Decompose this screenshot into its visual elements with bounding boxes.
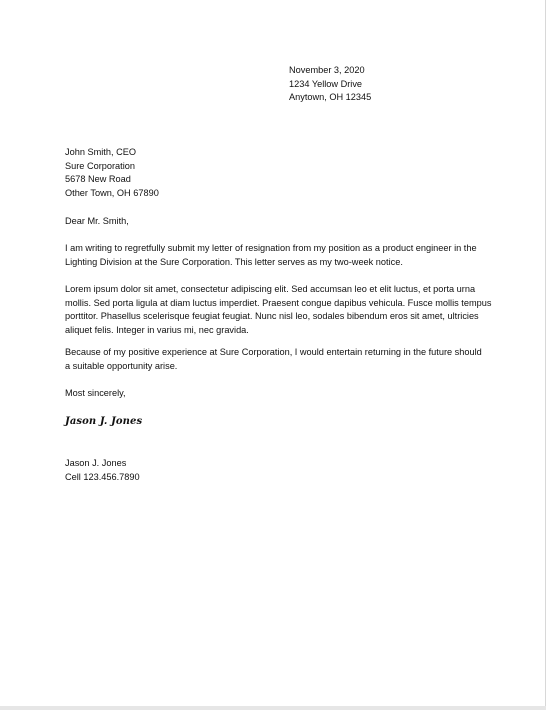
body-paragraph-2 — [65, 283, 492, 337]
sender-street: 1234 Yellow Drive — [289, 78, 363, 89]
body-paragraph-3 — [65, 346, 485, 373]
paragraph-line: Lighting Division at the Sure Corporation. This letter serves as my two-week notice. — [65, 256, 403, 267]
recipient-city: Other Town, OH 67890 — [65, 187, 159, 198]
paragraph-line: a suitable opportunity arise. — [65, 360, 178, 371]
salutation: Dear Mr. Smith, — [65, 216, 129, 226]
paragraph-line: porttitor. Phasellus scelerisque feugiat feugiat. Nunc nisl leo, sodales bibendum eros sit amet, ultricies — [65, 311, 479, 321]
body-paragraph-1 — [65, 242, 485, 269]
recipient-street: 5678 New Road — [65, 174, 131, 184]
signer-block — [65, 457, 140, 484]
sender-address-block — [289, 64, 371, 105]
sender-city: Anytown, OH 12345 — [289, 92, 372, 102]
closing-phrase: Most sincerely, — [65, 388, 126, 398]
paragraph-line: mollis. Sed porta ligula at diam luctus imperdiet. Praesent congue dapibus vehicula. Fusce mollis tempus — [65, 297, 492, 308]
paragraph-line: I am writing to regretfully submit my letter of resignation from my position as a product engineer in the — [65, 243, 477, 253]
handwritten-signature: Jason J. Jones — [65, 416, 143, 427]
signer-name: Jason J. Jones — [65, 458, 127, 468]
recipient-address-block — [65, 146, 159, 200]
letter-date: November 3, 2020 — [289, 65, 365, 75]
signer-phone: Cell 123.456.7890 — [65, 471, 140, 482]
recipient-company: Sure Corporation — [65, 160, 135, 171]
paragraph-line: Because of my positive experience at Sure Corporation, I would entertain returning in the future should — [65, 347, 482, 357]
paragraph-line: Lorem ipsum dolor sit amet, consectetur adipiscing elit. Sed accumsan leo et elit luctus, et porta urna — [65, 284, 476, 294]
recipient-name: John Smith, CEO — [65, 147, 136, 157]
paragraph-line: aliquet felis. Integer in varius mi, nec gravida. — [65, 324, 249, 335]
